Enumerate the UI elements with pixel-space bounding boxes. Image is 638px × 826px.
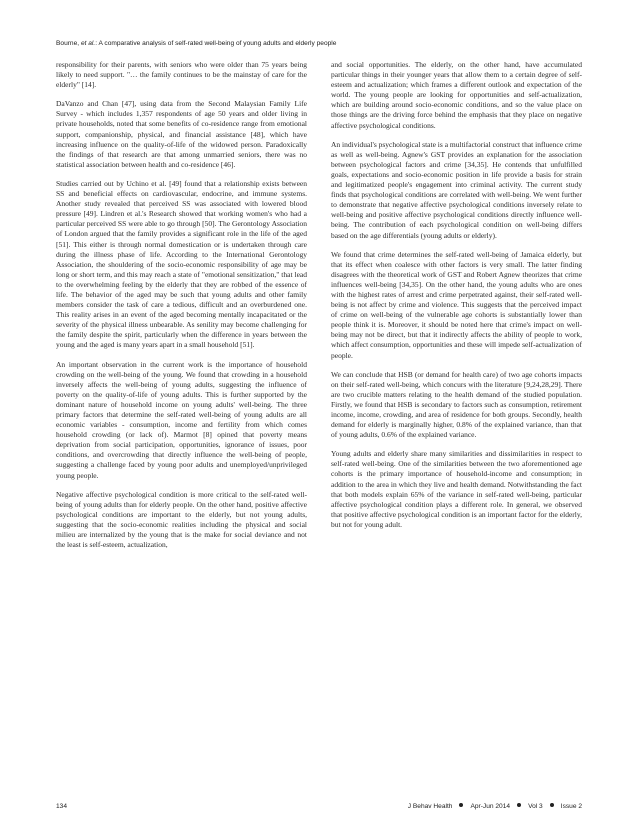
issue: Issue 2 <box>560 803 582 810</box>
paragraph: DaVanzo and Chan [47], using data from the Second Malaysian Family Life Survey - which includes 1,357 respondents of age 50 years and older living in private households, noted that some benefits of co-residence range from emotional support, companionship, physical, and financial assistance [48], which have increasing influence on the quality-of-life of the widowed person. Paradoxically the findings of that research are that among unmarried seniors, there was no statistical association between health and co-residence [46]. <box>56 99 307 169</box>
running-head-authors: Bourne, <box>56 40 81 47</box>
bullet-icon <box>459 803 463 807</box>
paragraph: An individual's psychological state is a multifactorial construct that influence crime as well as well-being. Agnew's GST provides an explanation for the association between psychological factors and crime [34,35]. He contends that unfulfilled goals, expectations and socio-economic position in life provide a basis for strain and legitimatized people's engagement into criminal activity. The current study finds that psychological conditions are correlated with well-being. We went further to demonstrate that negative affective psychological conditions inversely relate to well-being and positive affective psychological conditions directly influence well-being. The contribution of each psychological condition on well-being differs based on the age differentials (young adults or elderly). <box>331 139 582 240</box>
running-head-etal: et al. <box>80 40 96 47</box>
running-head-title: : A comparative analysis of self-rated well-being of young adults and elderly people <box>95 40 337 47</box>
paragraph: We found that crime determines the self-rated well-being of Jamaica elderly, but that its effect when coalesce with other factors is very small. The latter finding disagrees with the theoretical work of GST and Robert Agnew theorizes that crime influences well-being [34,35]. On the other hand, the young adults who are ones with the highest rates of arrest and crime perpetrated against, their self-rated well-being is not affect by crime and violence. This suggests that the perceived impact of crime on well-being of the vulnerable age cohorts is substantially lower than people think it is. Moreover, it should be noted here that crime's impact on well-being may not be direct, but that it indirectly affects the ability of people to work, which affect consumption, opportunities and these will impede self-actualization of people. <box>331 249 582 360</box>
paragraph: Negative affective psychological condition is more critical to the self-rated well-being of young adults than for elderly people. On the other hand, positive affective psychological conditions are important to the elderly, but not young adults, suggesting that the socio-economic realities including the physical and social milieu are internalized by the young that is the make for social deviance and not the least is self-esteem, actualization, <box>56 489 307 550</box>
running-head <box>56 40 596 47</box>
paragraph: Young adults and elderly share many similarities and dissimilarities in respect to self-rated well-being. One of the similarities between the two aforementioned age cohorts is the primary importance of household-income and consumption; in addition to the area in which they live and health demand. Notwithstanding the fact that both models explain 65% of the variance in self-rated well-being, particular affective psychological condition plays a different role. In general, we observed that positive affective psychological condition is an important factor for the elderly, but not for young adult. <box>331 449 582 529</box>
right-column <box>331 60 582 539</box>
bullet-icon <box>517 803 521 807</box>
paragraph: Studies carried out by Uchino et al. [49] found that a relationship exists between SS and beneficial effects on cardiovascular, endocrine, and immune systems. Another study revealed that perceived SS was associated with lowered blood pressure [49]. Lindren et al.'s Research showed that working women's who had a particular perceived SS were able to go through [50]. The Gerontology Association of London argued that the family provides a significant role in the life of the aged [51]. This either is through normal domestication or is undertaken through care during the illness phase of life. According to the International Gerontology Association, the shouldering of the socio-economic responsibility of age may be long or short term, and this may reach a state of "emotional sensitization," that lead to the overwhelming feeling by the elderly that they are robbed of the essence of life. The behavior of the aged may be such that young adults and other family members consider the task of care a tedious, difficult and an overburdened one. This reality arises in an event of the aged becoming mentally incapacitated or the severity of the physical illness unbearable. As senility may become challenging for the family despite the spirit, particularly when the difference in years between the young and the aged is many years apart in a small household [51]. <box>56 178 307 350</box>
bullet-icon <box>550 803 554 807</box>
volume: Vol 3 <box>528 803 543 810</box>
journal-citation <box>408 803 582 810</box>
issue-date: Apr-Jun 2014 <box>470 803 511 810</box>
paragraph: and social opportunities. The elderly, on the other hand, have accumulated particular things in their younger years that allow them to a certain degree of self-esteem and actualization; which frames a different outlook and expectation of the world. The young people are looking for opportunities and self-actualization, which are building around socio-economic conditions, and so the value place on those things are the driving force behind the emphasis that they place on negative affective psychological conditions. <box>331 60 582 130</box>
paragraph: responsibility for their parents, with seniors who were older than 75 years being likely to need support. "… the family continues to be the mainstay of care for the elderly" [14]. <box>56 60 307 90</box>
left-column <box>56 60 307 559</box>
page-number: 134 <box>56 803 68 810</box>
paragraph: We can conclude that HSB (or demand for health care) of two age cohorts impacts on their self-rated well-being, which concurs with the literature [9,24,28,29]. There are two crucible matters relating to the health demand of the studied population. Firstly, we found that HSB is secondary to factors such as consumption, retirement income, income, crowding, and area of residence for both groups. Secondly, health demand for elderly is marginally higher, 0.8% of the explained variance, than that of young adults, 0.6% of the explained variance. <box>331 369 582 440</box>
journal-name: J Behav Health <box>407 803 453 810</box>
paragraph: An important observation in the current work is the importance of household crowding on the well-being of the young. We found that crowding in a household inversely affects the well-being of young adults, suggesting the influence of poverty on the quality-of-life of young adults. This is further supported by the dominant nature of household income on young adults' well-being. The three primary factors that determine the self-rated well-being of young adults are all economic variables - consumption, income and fertility from which comes household crowding (or lack of). Marmot [8] opined that poverty means deprivation from social participation, opportunities, ignorance of issues, poor conditions, and overcrowding that directly influence the well-being of people, suggesting a challenge faced by young poor adults and unemployed/unprivileged young people. <box>56 359 307 480</box>
